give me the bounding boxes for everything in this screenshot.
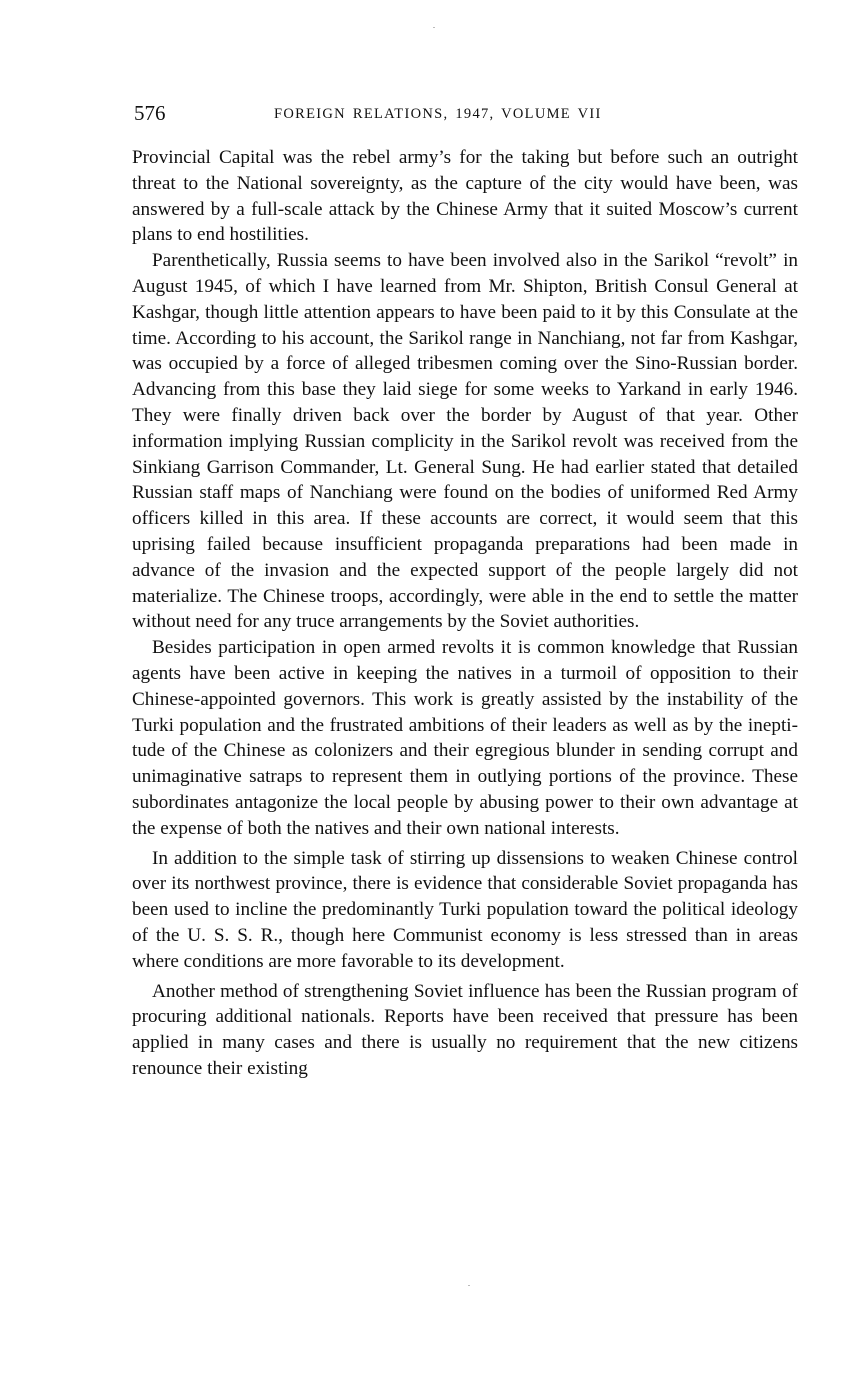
scan-speck-bottom <box>468 1285 470 1286</box>
running-head: FOREIGN RELATIONS, 1947, VOLUME VII <box>274 106 602 122</box>
paragraph-russian-agents: Besides participation in open armed revolts it is common knowledge that Russian agents have been active in keeping the natives in a turmoil of opposition to their Chinese-appointed governors. This work is greatly assisted by the instability of the Turki population and the frustrated ambitions of their leaders as well as by the ineptitude of the Chinese as colonizers and their egregious blunder in sending corrupt and unimaginative satraps to represent them in outlying portions of the province. These subordinates antagonize the local people by abusing power to their own advantage at the expense of both the natives and their own national interests. <box>132 637 798 839</box>
paragraph-soviet-propaganda: In addition to the simple task of stirring up dissensions to weaken Chinese control over its northwest province, there is evidence that considerable Soviet propaganda has been used to incline the predominantly Turki population toward the political ideology of the U. S. S. R., though here Communist economy is less stressed than in areas where conditions are more favorable to its development. <box>132 847 798 972</box>
paragraph-continuation: Provincial Capital was the rebel army’s for the taking but before such an outright threat to the National sovereignty, as the capture of the city would have been, was answered by a full-scale attack by the Chinese Army that it suited Moscow’s current plans to end hostilities. <box>132 147 798 246</box>
page-header <box>134 100 798 130</box>
body-text <box>132 145 798 1082</box>
paragraph-nationals-program: Another method of strengthening Soviet influence has been the Russian program of procuring additional nationals. Reports have been received that pressure has been applied in many cases and there is usually no requirement that the new citizens renounce their existing <box>132 980 798 1079</box>
paragraph-sarikol-revolt: Parenthetically, Russia seems to have been involved also in the Sarikol “revolt” in August 1945, of which I have learned from Mr. Shipton, British Consul General at Kashgar, though little attention appears to have been paid to it by this Consulate at the time. According to his account, the Sarikol range in Nanchiang, not far from Kashgar, was occupied by a force of alleged tribesmen coming over the Sino-Russian border. Advancing from this base they laid siege for some weeks to Yarkand in early 1946. They were finally driven back over the border by August of that year. Other information implying Russian complicity in the Sarikol revolt was received from the Sinkiang Garrison Commander, Lt. General Sung. He had earlier stated that detailed Russian staff maps of Nanchiang were found on the bodies of uniformed Red Army officers killed in this area. If these accounts are correct, it would seem that this uprising failed because insufficient propaganda preparations had been made in advance of the invasion and the expected support of the people largely did not materialize. The Chinese troops, accordingly, were able in the end to settle the matter without need for any truce arrangements by the Soviet authorities. <box>132 250 798 633</box>
page-number: 576 <box>134 101 166 125</box>
scan-speck-top <box>433 27 435 28</box>
